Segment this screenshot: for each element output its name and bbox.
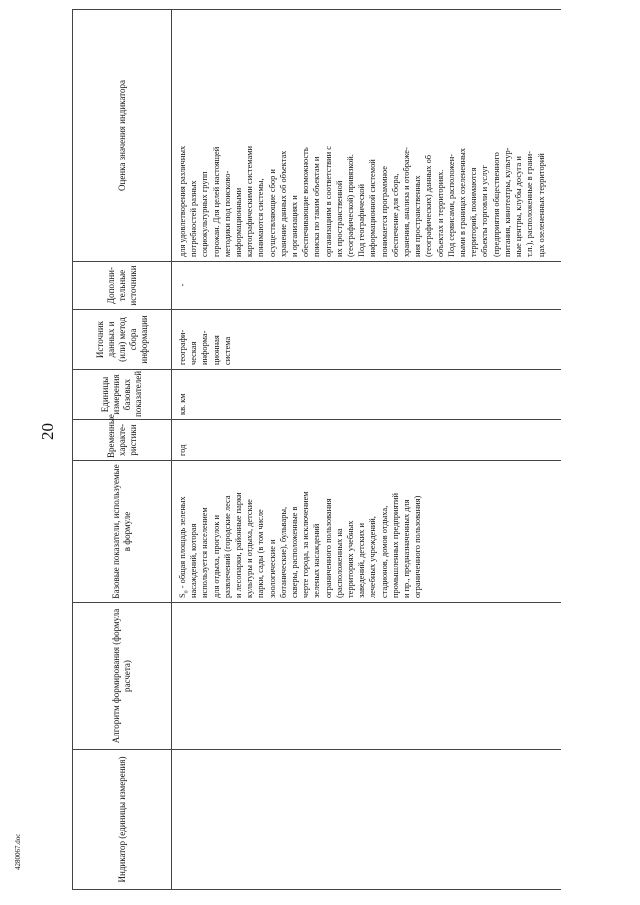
- assessment-line: социокультурных групп: [200, 171, 210, 257]
- assessment-line: объекты торговли и услуг: [480, 165, 490, 257]
- base-line: территориях учебных: [346, 520, 356, 598]
- table-row: [172, 10, 562, 890]
- base-line: и лесопарки, районные парки: [234, 492, 244, 598]
- header-units: Единицы измерения базовых показателей: [73, 370, 172, 420]
- cell-units: кв. км: [172, 370, 562, 420]
- base-line: ограниченного пользования): [413, 495, 423, 598]
- assessment-line: для удовлетворения различных: [178, 145, 187, 257]
- base-line: - общая площадь зеленых: [178, 496, 187, 591]
- base-line: (расположенных на: [334, 528, 344, 598]
- base-line: развлечений (городские леса: [222, 495, 232, 598]
- base-line: скверы, расположенные в: [290, 506, 300, 598]
- base-line: для отдыха, прогулок и: [211, 514, 221, 598]
- base-line: ограниченного пользования: [323, 498, 333, 598]
- base-symbol-subscript: о: [183, 590, 190, 594]
- assessment-line: информационными: [234, 187, 244, 257]
- header-time: Временные характе-ристики: [73, 420, 172, 461]
- base-line: промышленных предприятий: [390, 492, 400, 598]
- base-symbol: S: [178, 593, 187, 598]
- assessment-line: поиска по таким объектам и: [312, 156, 322, 257]
- assessment-line: территорий, понимаются: [469, 167, 479, 257]
- assessment-line: понимаются системы,: [256, 178, 266, 257]
- assessment-line: картографическими системами: [245, 145, 255, 257]
- assessment-line: ния пространственных: [413, 175, 423, 257]
- header-additional: Дополни-тельные источники: [73, 262, 172, 310]
- assessment-line: ными в границах озелененных: [458, 148, 468, 257]
- base-line: ботанические), бульвары,: [278, 506, 288, 598]
- assessment-line: (географической) привязкой.: [346, 154, 356, 257]
- base-line: и пр., предназначенных для: [402, 499, 412, 598]
- header-base-indicators: Базовые показатели, используемые в формуле: [73, 461, 172, 603]
- base-line: культуры и отдыха, детские: [245, 499, 255, 598]
- cell-indicator: [172, 750, 562, 890]
- cell-additional: -: [172, 262, 562, 310]
- assessment-line: осуществляющие сбор и: [267, 169, 277, 257]
- assessment-line: понимается программное: [379, 165, 389, 257]
- assessment-line: обеспечение для сбора,: [390, 173, 400, 257]
- assessment-line: обеспечивающие возможность: [301, 147, 311, 257]
- source-line: информа-: [200, 330, 210, 365]
- header-assessment: Оценка значения индикатора: [73, 10, 172, 262]
- cell-base-indicators: [172, 461, 562, 603]
- cell-formula: [172, 603, 562, 750]
- page-number: 20: [38, 423, 57, 440]
- assessment-line: питания, кинотеатры, культур-: [502, 147, 512, 257]
- document-id: 4280067.doc: [14, 833, 22, 870]
- base-line: заведений, детских и: [357, 523, 367, 598]
- assessment-line: (предприятия общественного: [491, 152, 501, 257]
- header-formula: Алгоритм формирования (формула расчета): [73, 603, 172, 750]
- table-header-row: [73, 10, 172, 890]
- assessment-line: Под сервисами, расположен-: [446, 153, 456, 257]
- assessment-line: информационной системой: [368, 159, 378, 257]
- assessment-line: их пространственной: [334, 180, 344, 257]
- cell-source: [172, 310, 562, 370]
- assessment-line: ные центры, клубы досуга и: [514, 156, 524, 257]
- cell-time: год: [172, 420, 562, 461]
- assessment-line: объектах и территориях.: [435, 169, 445, 257]
- assessment-line: хранения, анализа и отображе-: [402, 147, 412, 257]
- base-line: зеленых насаждений: [312, 523, 322, 598]
- indicator-table: [72, 9, 561, 890]
- assessment-line: т.п.), расположенные в грани-: [525, 151, 535, 257]
- rotated-table-container: [72, 10, 572, 890]
- source-line: ционная: [211, 335, 221, 365]
- assessment-line: методики под поисково-: [222, 170, 232, 257]
- assessment-line: Под географической: [357, 184, 367, 257]
- source-line: ческая: [189, 341, 199, 365]
- header-source: Источник данных и (или) метод сбора информации: [73, 310, 172, 370]
- base-line: зоологические и: [267, 539, 277, 598]
- source-line: система: [222, 336, 232, 365]
- header-indicator: Индикатор (единицы измерения): [73, 750, 172, 890]
- base-line: парки, сады (в том числе: [256, 509, 266, 598]
- source-line: географи-: [178, 329, 187, 365]
- base-line: используется населением: [200, 507, 210, 598]
- assessment-line: организациям в соответствии с: [323, 146, 333, 257]
- assessment-line: потребностей разных: [189, 180, 199, 257]
- base-line: стадионов, домов отдыха,: [379, 505, 389, 598]
- assessment-line: хранение данных об объектах: [278, 150, 288, 257]
- assessment-line: горожан. Для целей настоящей: [211, 146, 221, 257]
- base-first-line: [177, 464, 188, 598]
- base-line: лечебных учреждений,: [368, 516, 378, 598]
- base-line: насаждений, которая: [189, 523, 199, 598]
- assessment-line: (географических) данных об: [424, 154, 434, 257]
- base-line: черте города, за исключением: [301, 491, 311, 598]
- assessment-line: цах озелененных территорий: [536, 153, 546, 257]
- cell-assessment: [172, 10, 562, 262]
- assessment-line: и организациях и: [290, 195, 300, 257]
